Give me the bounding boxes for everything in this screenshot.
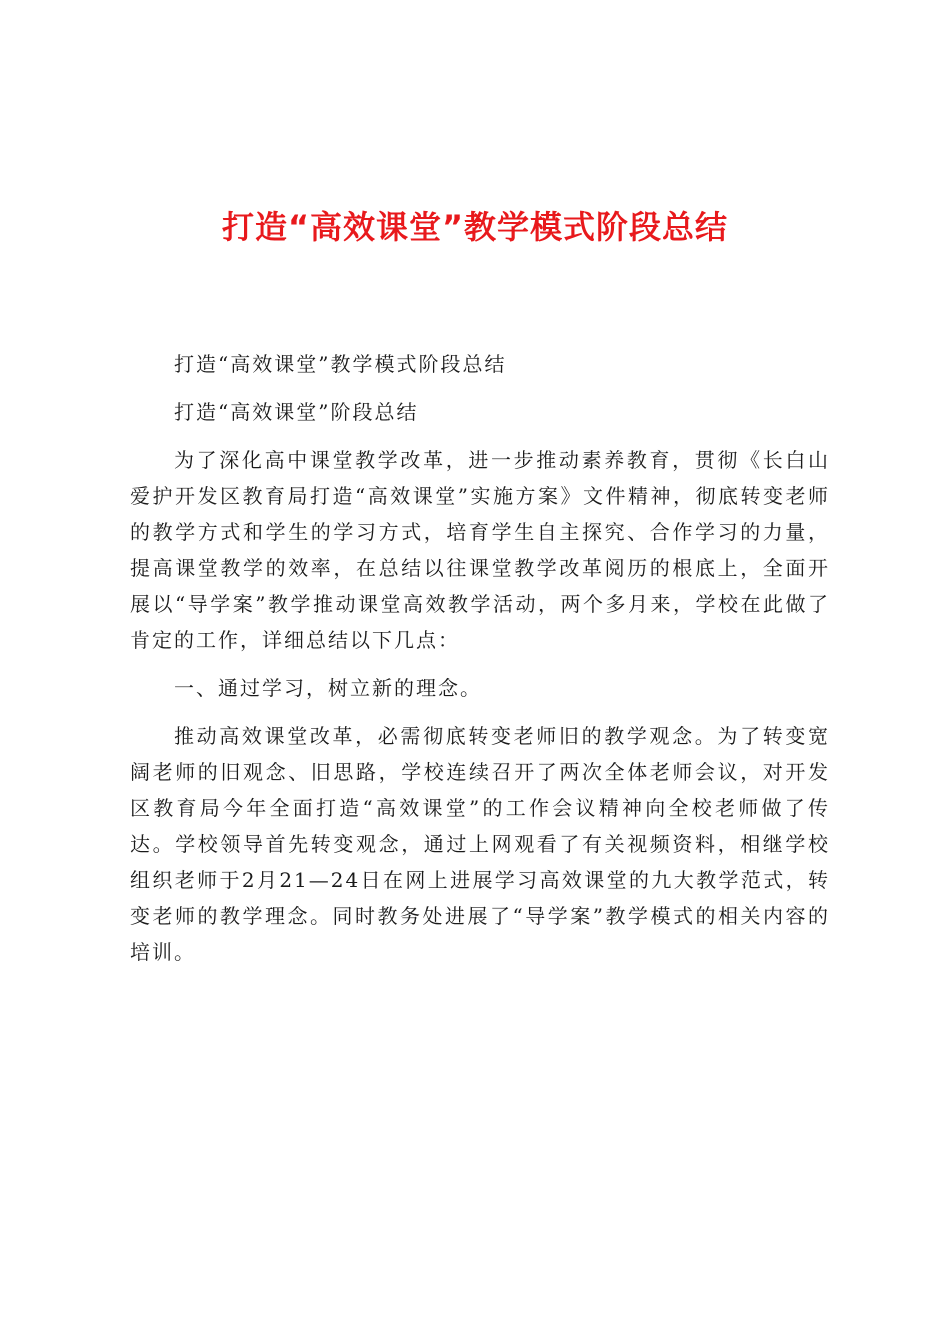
section-1-paragraph: 推动高效课堂改革，必需彻底转变老师旧的教学观念。为了转变宽阔老师的旧观念、旧思路，学校连续召开了两次全体老师会议，对开发区教育局今年全面打造“高效课堂”的工作会议精神向全校老师做了传达。学校领导首先转变观念，通过上网观看了有关视频资料，相继学校组织老师于2月21—24日在网上进展学习高效课堂的九大教学范式，转变老师的教学理念。同时教务处进展了“导学案”教学模式的相关内容的培训。 [130, 724, 830, 964]
section-heading-1: 一、通过学习，树立新的理念。 [174, 676, 482, 700]
document-body [130, 346, 830, 982]
subtitle-line-1: 打造“高效课堂”教学模式阶段总结 [174, 352, 507, 376]
document-title: 打造“高效课堂”教学模式阶段总结 [221, 208, 729, 246]
intro-paragraph: 为了深化高中课堂教学改革，进一步推动素养教育，贯彻《长白山爱护开发区教育局打造“高效课堂”实施方案》文件精神，彻底转变老师的教学方式和学生的学习方式，培育学生自主探究、合作学习的力量，提高课堂教学的效率，在总结以往课堂教学改革阅历的根底上，全面开展以“导学案”教学推动课堂高效教学活动，两个多月来，学校在此做了肯定的工作，详细总结以下几点： [130, 448, 830, 652]
subtitle-line-2: 打造“高效课堂”阶段总结 [174, 400, 419, 424]
